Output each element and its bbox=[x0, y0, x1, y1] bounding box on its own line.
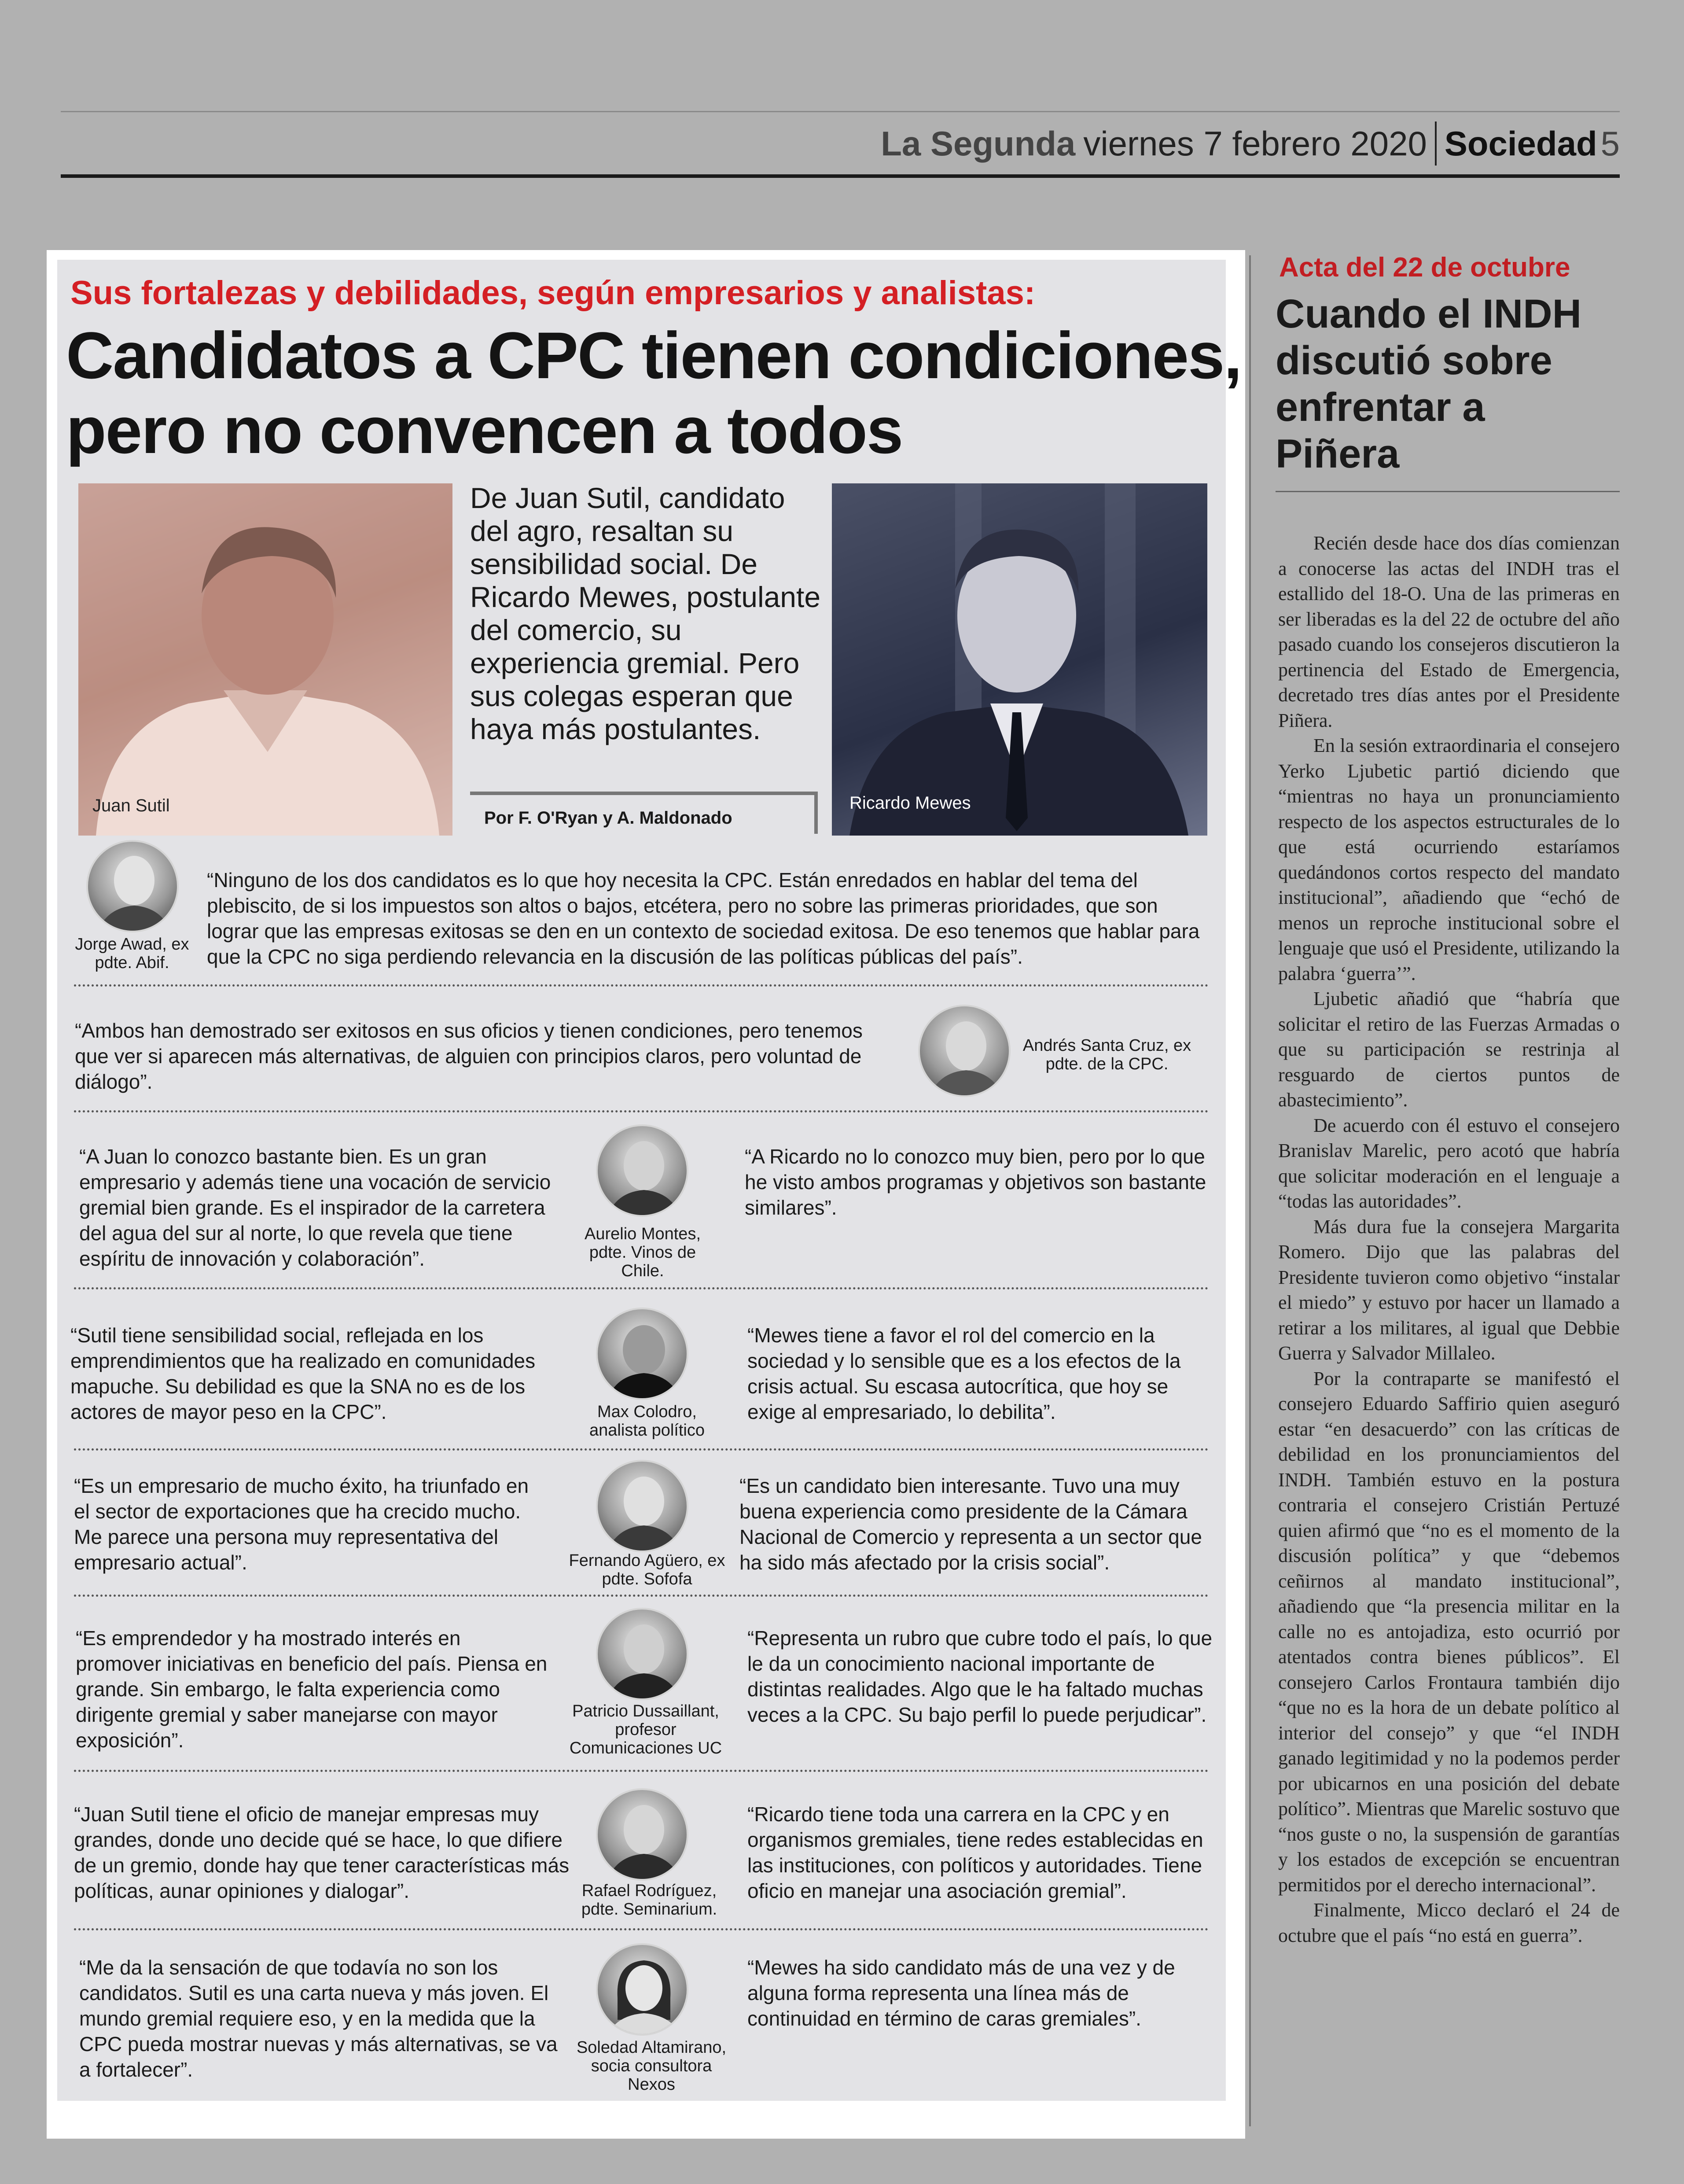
quote-divider bbox=[74, 1448, 1209, 1451]
quote-max-colodro-sutil: “Sutil tiene sensibilidad social, reflejada en los emprendimientos que ha realizado en comunidades mapuche. Su debilidad es que la SNA no es de los actores de mayor peso en la CPC”. bbox=[70, 1324, 536, 1423]
portrait-illustration bbox=[920, 1006, 1011, 1097]
sidebar-paragraph: Recién desde hace dos días comienzan a conocerse las actas del INDH tras el estallido del 18-O. Una de las primeras en ser liberadas es la del 22 de octubre del año pasado cuando los consejeros discutieron la pertinencia del Estado de Emergencia, decretado tres días antes por el Presidente Piñera. bbox=[1278, 532, 1620, 731]
caption-soledad-altamirano: Soledad Altamirano, socia consultora Nexos bbox=[576, 2038, 727, 2094]
sidebar-paragraph: Por la contraparte se manifestó el consejero Eduardo Saffirio quien aseguró estar “en desacuerdo” con las críticas de debilidad en los pronunciamientos del INDH. También estuvo en la postura contraria el consejero Cristián Pertuzé quien afirmó que “no es el momento de la discusión política” y que “debemos ceñirnos al mandato institucional”, añadiendo que “la presencia militar en la calle no es antojadiza, esto ocurrió por atentados contra bienes públicos”. El consejero Carlos Frontaura también dijo “que no es la hora de un debate político al interior del consejo” y que “el INDH ganado legitimidad y no la podemos perder por ubicarnos en una posición del debate político”. Mientras que Marelic sostuvo que “nos guste o no, la suspensión de garantías y los estados de excepción se encuentran permitidos por el derecho internacional”. bbox=[1278, 1367, 1620, 1896]
portrait-illustration bbox=[598, 1609, 688, 1700]
sidebar-kicker: Acta del 22 de octubre bbox=[1279, 252, 1570, 283]
quote-fernando-aguero-mewes: “Es un candidato bien interesante. Tuvo una muy buena experiencia como presidente de la Cámara Nacional de Comercio y representa a un sector que ha sido más afectado por la crisis social”. bbox=[739, 1474, 1202, 1574]
quote-patricio-dussaillant-sutil: “Es emprendedor y ha mostrado interés en promover iniciativas en beneficio del país. Piensa en grande. Sin embargo, le falta experiencia como dirigente gremial y saber manejarse con mayor exposición”. bbox=[76, 1627, 548, 1752]
avatar-andres-santa-cruz bbox=[918, 1005, 1011, 1097]
photo-caption-left: Juan Sutil bbox=[92, 796, 170, 815]
byline-rule-vertical bbox=[814, 792, 818, 834]
quote-rafael-rodriguez-sutil: “Juan Sutil tiene el oficio de manejar empresas muy grandes, donde uno decide qué se hace, lo que difiere de un gremio, donde hay que tener características más políticas, aunar opiniones y dialogar”. bbox=[74, 1803, 570, 1902]
avatar-rafael-rodriguez bbox=[596, 1788, 688, 1881]
issue-date: viernes 7 febrero 2020 bbox=[1083, 124, 1427, 163]
photo-juan-sutil bbox=[78, 483, 452, 836]
portrait-illustration bbox=[598, 1790, 688, 1881]
avatar-jorge-awad bbox=[86, 840, 179, 932]
sidebar-paragraph: En la sesión extraordinaria el consejero Yerko Ljubetic partió diciendo que “mientras no haya un pronunciamiento respecto de los aspectos estructurales de lo que está ocurriendo estaríamos quedándonos cortos respecto del mandato institucional”, añadiendo que “echó de menos un reproche institucional sobre el lenguaje que usó el Presidente, utilizando la palabra ‘guerra’”. bbox=[1278, 735, 1620, 984]
portrait-illustration bbox=[598, 1945, 688, 2036]
avatar-soledad-altamirano bbox=[596, 1943, 688, 2036]
sidebar-rule bbox=[1249, 255, 1251, 2126]
publication-name: La Segunda bbox=[881, 124, 1076, 163]
byline-rule bbox=[470, 792, 818, 795]
photo-caption-right: Ricardo Mewes bbox=[849, 793, 971, 813]
masthead-separator bbox=[1435, 122, 1437, 166]
quote-andres-santa-cruz: “Ambos han demostrado ser exitosos en sus oficios y tienen condiciones, pero tenemos que ver si aparecen más alternativas, de alguien con principios claros, pero voluntad de diálogo”. bbox=[75, 1019, 863, 1093]
quote-divider bbox=[74, 1595, 1209, 1597]
avatar-patricio-dussaillant bbox=[596, 1608, 688, 1700]
caption-max-colodro: Max Colodro, analista político bbox=[589, 1403, 705, 1440]
portrait-illustration bbox=[78, 483, 452, 836]
article-byline: Por F. O'Ryan y A. Maldonado bbox=[484, 808, 732, 828]
sidebar-title: Cuando el INDH discutió sobre enfrentar a Piñera bbox=[1276, 291, 1582, 476]
quote-divider bbox=[74, 1928, 1209, 1930]
portrait-illustration bbox=[832, 483, 1207, 836]
headline-line-2: pero no convencen a todos bbox=[66, 393, 903, 467]
caption-rafael-rodriguez: Rafael Rodríguez, pdte. Seminarium. bbox=[581, 1882, 717, 1919]
page-number: 5 bbox=[1600, 124, 1620, 163]
masthead bbox=[61, 115, 1620, 172]
section-name: Sociedad bbox=[1444, 124, 1597, 163]
avatar-max-colodro bbox=[596, 1307, 688, 1400]
avatar-aurelio-montes bbox=[596, 1124, 688, 1217]
quote-fernando-aguero-sutil: “Es un empresario de mucho éxito, ha triunfado en el sector de exportaciones que ha crecido mucho. Me parece una persona muy representativa del empresario actual”. bbox=[74, 1474, 529, 1574]
quote-divider bbox=[74, 1770, 1209, 1772]
quote-divider bbox=[74, 1110, 1209, 1112]
sidebar-paragraph: Ljubetic añadió que “habría que solicitar el retiro de las Fuerzas Armadas o que su participación se restrinja al resguardo de ciertos puntos de abastecimiento”. bbox=[1278, 988, 1620, 1111]
portrait-illustration bbox=[598, 1309, 688, 1400]
masthead-top-rule bbox=[61, 111, 1620, 112]
photo-ricardo-mewes bbox=[832, 483, 1207, 836]
caption-patricio-dussaillant: Patricio Dussaillant, profesor Comunicaciones UC bbox=[569, 1702, 722, 1757]
sidebar-paragraph: Finalmente, Micco declaró el 24 de octubre que el país “no está en guerra”. bbox=[1278, 1899, 1620, 1946]
portrait-illustration bbox=[88, 842, 179, 932]
article-kicker: Sus fortalezas y debilidades, según empresarios y analistas: bbox=[70, 274, 1036, 312]
quote-max-colodro-mewes: “Mewes tiene a favor el rol del comercio en la sociedad y lo sensible que es a los efectos de la crisis actual. Su escasa autocrítica, que hoy se exige al empresariado, lo debilita”. bbox=[747, 1324, 1181, 1423]
avatar-fernando-aguero bbox=[596, 1460, 688, 1552]
quote-soledad-altamirano-sutil: “Me da la sensación de que todavía no son los candidatos. Sutil es una carta nueva y más joven. El mundo gremial requiere eso, y en la medida que la CPC pueda mostrar nuevas y más alternativas, se va a fortalecer”. bbox=[79, 1956, 558, 2081]
sidebar-paragraph: De acuerdo con él estuvo el consejero Branislav Marelic, pero acotó que habría que solicitar moderación en el lenguaje a “todas las autoridades”. bbox=[1278, 1114, 1620, 1212]
quote-aurelio-montes-sutil: “A Juan lo conozco bastante bien. Es un gran empresario y además tiene una vocación de servicio gremial bien grande. Es el inspirador de la carretera del agua del sur al norte, lo que revela que tiene espíritu de innovación y colaboración”. bbox=[79, 1145, 551, 1270]
quote-jorge-awad: “Ninguno de los dos candidatos es lo que hoy necesita la CPC. Están enredados en hablar del tema del plebiscito, de si los impuestos son altos o bajos, etcétera, pero no sobre las primeras prioridades, que son lograr que las empresas exitosas se den en un contexto de sociedad exitosa. De eso tenemos que hablar para que la CPC no siga perdiendo relevancia en la discusión de las políticas públicas del país”. bbox=[207, 869, 1200, 968]
sidebar-body bbox=[1278, 530, 1620, 1948]
caption-fernando-aguero: Fernando Agüero, ex pdte. Sofofa bbox=[569, 1551, 725, 1588]
quote-divider bbox=[74, 1287, 1209, 1289]
article-headline bbox=[66, 318, 1242, 468]
quote-aurelio-montes-mewes: “A Ricardo no lo conozco muy bien, pero por lo que he visto ambos programas y objetivos son bastante similares”. bbox=[745, 1145, 1206, 1219]
portrait-illustration bbox=[598, 1126, 688, 1217]
article-deck: De Juan Sutil, candidato del agro, resaltan su sensibilidad social. De Ricardo Mewes, postulante del comercio, su experiencia gremial. Pero sus colegas esperan que haya más postulantes. bbox=[470, 482, 821, 745]
quote-divider bbox=[74, 984, 1209, 987]
sidebar-title-rule bbox=[1276, 491, 1620, 492]
masthead-bottom-rule bbox=[61, 174, 1620, 178]
quote-patricio-dussaillant-mewes: “Representa un rubro que cubre todo el país, lo que le da un conocimiento nacional importante de distintas realidades. Algo que le ha faltado muchas veces a la CPC. Su bajo perfil lo puede perjudicar”. bbox=[747, 1627, 1213, 1726]
caption-andres-santa-cruz: Andrés Santa Cruz, ex pdte. de la CPC. bbox=[1022, 1036, 1191, 1073]
headline-line-1: Candidatos a CPC tienen condiciones, bbox=[66, 318, 1242, 392]
sidebar-paragraph: Más dura fue la consejera Margarita Romero. Dijo que las palabras del Presidente tuvieron como objetivo “instalar el miedo” y estuvo por hacer un llamado a retirar a los militares, al igual que Debbie Guerra y Salvador Millaleo. bbox=[1278, 1215, 1620, 1364]
quote-soledad-altamirano-mewes: “Mewes ha sido candidato más de una vez y de alguna forma representa una línea más de continuidad en término de caras gremiales”. bbox=[747, 1956, 1175, 2030]
caption-aurelio-montes: Aurelio Montes, pdte. Vinos de Chile. bbox=[584, 1225, 701, 1280]
portrait-illustration bbox=[598, 1462, 688, 1552]
quote-rafael-rodriguez-mewes: “Ricardo tiene toda una carrera en la CPC y en organismos gremiales, tiene redes establecidas en las instituciones, con políticos y autoridades. Tiene oficio en manejar una asociación gremial”. bbox=[747, 1803, 1203, 1902]
caption-jorge-awad: Jorge Awad, ex pdte. Abif. bbox=[75, 935, 189, 972]
